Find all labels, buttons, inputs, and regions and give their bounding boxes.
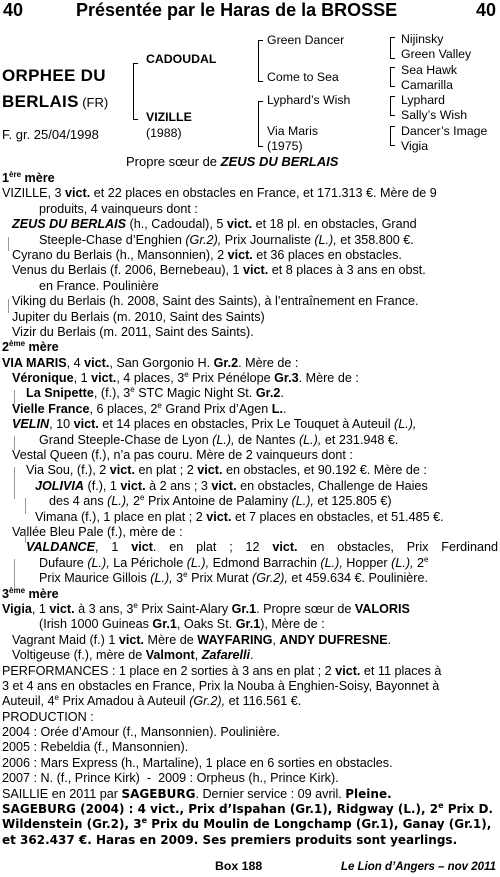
text-line: Vielle France, 6 places, 2e Grand Prix d’Agen L.. bbox=[12, 400, 287, 416]
text-line: Véronique, 1 vict., 4 places, 3e Prix Pénélope Gr.3. Mère de : bbox=[12, 369, 359, 386]
text-line: (Irish 1000 Guineas Gr.1, Oaks St. Gr.1), Mère de : bbox=[39, 617, 325, 632]
text-line: JOLIVIA (f.), 1 vict. à 2 ans ; 3 vict. en obstacles, Challenge de Haies bbox=[35, 478, 428, 493]
text-line: Prix Maurice Gillois (L.), 3e Prix Murat (Gr.2), et 459.634 €. Poulinière. bbox=[39, 569, 428, 586]
footer-sale: Le Lion d’Angers – nov 2011 bbox=[340, 861, 496, 873]
guide-line bbox=[14, 390, 15, 404]
text-line: Viking du Berlais (h. 2008, Saint des Saints), à l’entraînement en France. bbox=[12, 294, 419, 309]
text-line: VIA MARIS, 4 vict., San Gorgonio H. Gr.2. Mère de : bbox=[2, 355, 299, 370]
catalog-body bbox=[2, 171, 498, 848]
page-title: Présentée par le Haras de la BROSSE bbox=[76, 0, 398, 20]
text-line: Jupiter du Berlais (m. 2010, Saint des Saints) bbox=[12, 309, 265, 324]
text-line: 2006 : Mars Express (h., Martaline), 1 place en 6 sorties en obstacles. bbox=[2, 755, 393, 770]
text-line: SAGEBURG (2004) : 4 vict., Prix d’Ispahan (Gr.1), Ridgway (L.), 2e Prix D. bbox=[2, 801, 493, 817]
pedigree-ggs-3: Sea Hawk bbox=[401, 63, 458, 77]
text-line: en France. Poulinière bbox=[39, 278, 159, 293]
text-line: Grand Steeple-Chase de Lyon (L.), de Nantes (L.), et 231.948 €. bbox=[39, 432, 399, 447]
text-line: des 4 ans (L.), 2e Prix Antoine de Palaminy (L.), et 125.805 €) bbox=[49, 493, 392, 509]
text-line: et 362.437 €. Haras en 2009. Ses premiers produits sont yearlings. bbox=[2, 832, 458, 847]
text-line: La Snipette, (f.), 3e STC Magic Night St. Gr.2. bbox=[26, 385, 284, 401]
text-line: PERFORMANCES : 1 place en 2 sorties à 3 ans en plat ; 2 vict. et 11 places à bbox=[2, 663, 442, 678]
guide-line bbox=[8, 299, 9, 313]
pedigree-dam-dam: Via Maris bbox=[267, 124, 319, 138]
pedigree-dam: VIZILLE bbox=[146, 110, 192, 124]
pedigree-bracket bbox=[390, 96, 395, 116]
pedigree-sire-sire: Green Dancer bbox=[267, 33, 345, 47]
text-line: Dufaure (L.), La Péricholе (L.), Edmond Barrachin (L.), Hopper (L.), 2e bbox=[39, 554, 429, 570]
guide-line bbox=[14, 559, 15, 589]
text-line: Voltigeuse (f.), mère de Valmont, Zafarelli. bbox=[12, 648, 254, 663]
guide-line bbox=[8, 237, 9, 251]
pedigree-ggs-8: Vigia bbox=[401, 139, 429, 153]
horse-country: (FR) bbox=[82, 95, 109, 110]
horse-name-line1: ORPHEE DU bbox=[2, 66, 106, 85]
pedigree-bracket bbox=[258, 101, 263, 147]
text-line: Vigia, 1 vict. à 3 ans, 3e Prix Saint-Alary Gr.1. Propre sœur de VALORIS bbox=[2, 600, 410, 616]
pedigree-ggs-5: Lyphard bbox=[401, 93, 445, 107]
page-number-left: 40 bbox=[3, 0, 24, 20]
text-line: VIZILLE, 3 vict. et 22 places en obstacles en France, et 171.313 €. Mère de 9 bbox=[2, 186, 437, 201]
horse-name-line2: BERLAIS (FR) bbox=[2, 92, 109, 111]
text-line: Venus du Berlais (f. 2006, Bernebeau), 1 vict. et 8 places à 3 ans en obst. bbox=[12, 263, 426, 278]
pedigree-dam-dam-year: (1975) bbox=[267, 139, 303, 153]
footer-box: Box 188 bbox=[215, 859, 263, 873]
text-line: ZEUS DU BERLAIS (h., Cadoudal), 5 vict. et 18 pl. en obstacles, Grand bbox=[12, 217, 417, 232]
text-line: SAILLIE en 2011 par SAGEBURG. Dernier service : 09 avril. Pleine. bbox=[2, 786, 392, 801]
pedigree-sire: CADOUDAL bbox=[146, 52, 217, 66]
text-line: 2005 : Rebeldia (f., Mansonnien). bbox=[2, 740, 189, 755]
pedigree-bracket bbox=[390, 126, 395, 146]
pedigree-ggs-2: Green Valley bbox=[401, 47, 472, 61]
text-line: Vagrant Maid (f.) 1 vict. Mère de WAYFARING, ANDY DUFRESNE. bbox=[12, 632, 392, 647]
guide-line bbox=[14, 467, 15, 499]
horse-info: F. gr. 25/04/1998 bbox=[2, 127, 99, 142]
pedigree-bracket bbox=[390, 37, 395, 59]
pedigree-bracket bbox=[258, 40, 263, 82]
pedigree-dam-year: (1988) bbox=[146, 126, 182, 140]
text-line: 2007 : N. (f., Prince Kirk) - 2009 : Orpheus (h., Prince Kirk). bbox=[2, 771, 339, 786]
text-line: Vallée Bleu Pale (f.), mère de : bbox=[12, 524, 183, 539]
pedigree-dam-sire: Lyphard’s Wish bbox=[267, 93, 351, 107]
section-first-dam: 1ère mère bbox=[2, 169, 55, 185]
pedigree-bracket bbox=[390, 67, 395, 87]
pedigree-ggs-4: Camarilla bbox=[401, 78, 453, 92]
pedigree-sire-dam: Come to Sea bbox=[267, 70, 339, 84]
text-line: VALDANCE, 1 vict. en plat ; 12 vict. en obstacles, Prix Ferdinand bbox=[26, 540, 498, 555]
subtitle: Propre sœur de ZEUS DU BERLAIS bbox=[126, 154, 339, 169]
pedigree-bracket bbox=[133, 63, 138, 120]
section-second-dam: 2ème mère bbox=[2, 339, 59, 355]
text-line: PRODUCTION : bbox=[2, 709, 94, 724]
text-line: Wildenstein (Gr.2), 3e Prix du Moulin de Longchamp (Gr.1), Ganay (Gr.1), bbox=[2, 816, 492, 832]
text-line: Vestal Queen (f.), n’a pas couru. Mère de 2 vainqueurs dont : bbox=[12, 448, 353, 463]
page-number-right: 40 bbox=[475, 0, 496, 20]
pedigree-ggs-1: Nijinsky bbox=[401, 32, 444, 46]
guide-line bbox=[14, 436, 15, 450]
text-line: Via Sou, (f.), 2 vict. en plat ; 2 vict. en obstacles, et 90.192 €. Mère de : bbox=[26, 463, 427, 478]
text-line: 3 et 4 ans en obstacles en France, Prix la Nouba à Enghien-Soisy, Bayonnet à bbox=[2, 678, 440, 693]
text-line: VELIN, 10 vict. et 14 places en obstacles, Prix Le Touquet à Auteuil (L.), bbox=[12, 417, 417, 432]
text-line: Vizir du Berlais (m. 2011, Saint des Saints). bbox=[12, 324, 254, 339]
section-third-dam: 3ème mère bbox=[2, 585, 59, 601]
pedigree-ggs-6: Sally’s Wish bbox=[401, 108, 468, 122]
pedigree-ggs-7: Dancer’s Image bbox=[401, 124, 488, 138]
guide-line bbox=[25, 498, 26, 514]
text-line: 2004 : Orée d’Amour (f., Mansonnien). Poulinière. bbox=[2, 725, 280, 740]
text-line: Cyrano du Berlais (h., Mansonnien), 2 vict. et 36 places en obstacles. bbox=[12, 247, 402, 262]
text-line: Auteuil, 4e Prix Amadou à Auteuil (Gr.2), et 116.561 €. bbox=[2, 693, 302, 709]
text-line: Vimana (f.), 1 place en plat ; 2 vict. et 7 places en obstacles, et 51.485 €. bbox=[35, 509, 444, 524]
text-line: Steeple-Chase d’Enghien (Gr.2), Prix Journaliste (L.), et 358.800 €. bbox=[39, 232, 414, 247]
text-line: produits, 4 vainqueurs dont : bbox=[39, 201, 198, 216]
guide-line bbox=[25, 529, 26, 543]
